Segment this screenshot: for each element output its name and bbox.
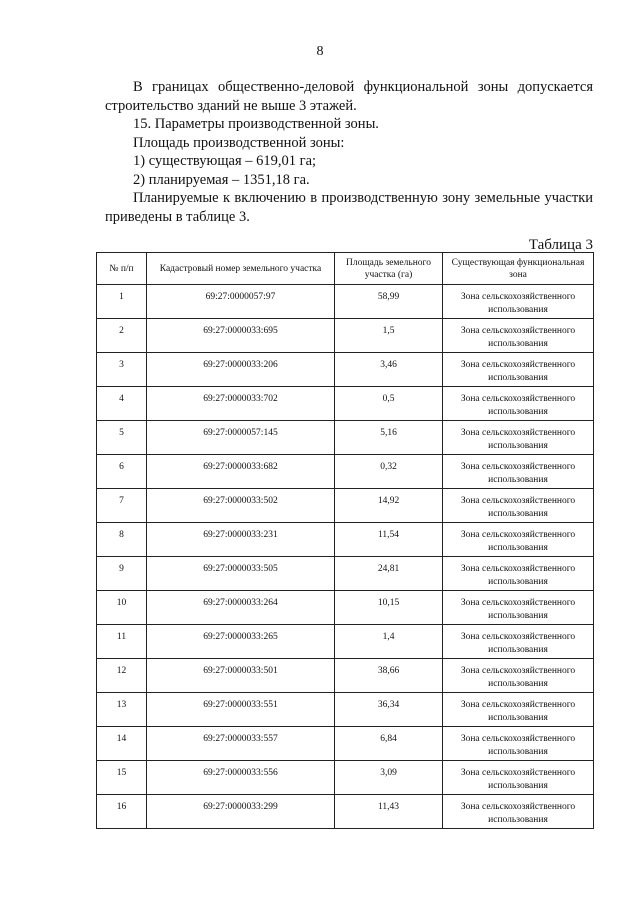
cell-number: 7 <box>97 489 147 523</box>
paragraph-height-limit: В границах общественно-деловой функциональной зоны допускается строительство зданий не выше 3 этажей. <box>105 79 593 114</box>
table-row <box>97 761 594 795</box>
cell-area: 0,5 <box>335 387 443 421</box>
table-row <box>97 285 594 319</box>
cell-cadastral-number: 69:27:0000033:502 <box>147 489 335 523</box>
cell-functional-zone: Зона сельскохозяйственного использования <box>443 693 594 727</box>
cell-number: 13 <box>97 693 147 727</box>
cell-cadastral-number: 69:27:0000033:556 <box>147 761 335 795</box>
cell-functional-zone: Зона сельскохозяйственного использования <box>443 489 594 523</box>
cell-cadastral-number: 69:27:0000033:557 <box>147 727 335 761</box>
cell-functional-zone: Зона сельскохозяйственного использования <box>443 761 594 795</box>
cell-number: 12 <box>97 659 147 693</box>
cell-cadastral-number: 69:27:0000057:97 <box>147 285 335 319</box>
cell-cadastral-number: 69:27:0000033:551 <box>147 693 335 727</box>
table-header-row <box>97 253 594 285</box>
cell-area: 58,99 <box>335 285 443 319</box>
table-row <box>97 319 594 353</box>
cell-cadastral-number: 69:27:0000033:505 <box>147 557 335 591</box>
cell-number: 4 <box>97 387 147 421</box>
cell-area: 10,15 <box>335 591 443 625</box>
cell-functional-zone: Зона сельскохозяйственного использования <box>443 523 594 557</box>
cell-cadastral-number: 69:27:0000033:231 <box>147 523 335 557</box>
table-row <box>97 455 594 489</box>
cell-area: 0,32 <box>335 455 443 489</box>
cell-functional-zone: Зона сельскохозяйственного использования <box>443 659 594 693</box>
cell-area: 3,46 <box>335 353 443 387</box>
page-number: 8 <box>316 44 324 59</box>
header-cadastral-number: Кадастровый номер земельного участка <box>147 253 335 285</box>
cell-functional-zone: Зона сельскохозяйственного использования <box>443 727 594 761</box>
table-body <box>97 285 594 829</box>
cell-area: 5,16 <box>335 421 443 455</box>
cell-cadastral-number: 69:27:0000033:682 <box>147 455 335 489</box>
table-row <box>97 387 594 421</box>
cell-functional-zone: Зона сельскохозяйственного использования <box>443 421 594 455</box>
table-row <box>97 489 594 523</box>
cell-functional-zone: Зона сельскохозяйственного использования <box>443 285 594 319</box>
cell-functional-zone: Зона сельскохозяйственного использования <box>443 795 594 829</box>
cell-functional-zone: Зона сельскохозяйственного использования <box>443 591 594 625</box>
table-row <box>97 591 594 625</box>
cell-area: 36,34 <box>335 693 443 727</box>
cell-area: 6,84 <box>335 727 443 761</box>
cell-cadastral-number: 69:27:0000057:145 <box>147 421 335 455</box>
header-number: № п/п <box>97 253 147 285</box>
cell-functional-zone: Зона сельскохозяйственного использования <box>443 455 594 489</box>
cell-number: 8 <box>97 523 147 557</box>
paragraph-planned-area: 2) планируемая – 1351,18 га. <box>133 171 310 188</box>
cell-number: 16 <box>97 795 147 829</box>
cell-cadastral-number: 69:27:0000033:206 <box>147 353 335 387</box>
cell-area: 24,81 <box>335 557 443 591</box>
table-row <box>97 353 594 387</box>
cell-area: 3,09 <box>335 761 443 795</box>
cell-area: 1,5 <box>335 319 443 353</box>
header-area: Площадь земельного участка (га) <box>335 253 443 285</box>
paragraph-existing-area: 1) существующая – 619,01 га; <box>133 153 317 169</box>
table-row <box>97 659 594 693</box>
cell-number: 15 <box>97 761 147 795</box>
cell-cadastral-number: 69:27:0000033:501 <box>147 659 335 693</box>
cell-cadastral-number: 69:27:0000033:264 <box>147 591 335 625</box>
table-row <box>97 523 594 557</box>
cell-number: 2 <box>97 319 147 353</box>
paragraph-table-reference: Планируемые к включению в производственную зону земельные участки приведены в таблице 3. <box>105 190 593 225</box>
cell-number: 5 <box>97 421 147 455</box>
cell-functional-zone: Зона сельскохозяйственного использования <box>443 319 594 353</box>
cell-functional-zone: Зона сельскохозяйственного использования <box>443 353 594 387</box>
cell-number: 1 <box>97 285 147 319</box>
table-row <box>97 693 594 727</box>
cell-cadastral-number: 69:27:0000033:265 <box>147 625 335 659</box>
cell-number: 3 <box>97 353 147 387</box>
cell-area: 11,43 <box>335 795 443 829</box>
table-row <box>97 625 594 659</box>
paragraph-section-heading: 15. Параметры производственной зоны. <box>133 116 379 132</box>
cell-number: 14 <box>97 727 147 761</box>
cell-cadastral-number: 69:27:0000033:702 <box>147 387 335 421</box>
cell-functional-zone: Зона сельскохозяйственного использования <box>443 557 594 591</box>
cell-number: 9 <box>97 557 147 591</box>
cell-number: 6 <box>97 455 147 489</box>
body-text <box>105 78 593 226</box>
cell-functional-zone: Зона сельскохозяйственного использования <box>443 387 594 421</box>
land-plots-table <box>96 252 594 829</box>
cell-area: 1,4 <box>335 625 443 659</box>
table-row <box>97 421 594 455</box>
table-row <box>97 795 594 829</box>
table-row <box>97 557 594 591</box>
cell-number: 10 <box>97 591 147 625</box>
header-functional-zone: Существующая функциональная зона <box>443 253 594 285</box>
cell-area: 14,92 <box>335 489 443 523</box>
cell-area: 11,54 <box>335 523 443 557</box>
table-row <box>97 727 594 761</box>
table-caption: Таблица 3 <box>528 237 593 253</box>
cell-number: 11 <box>97 625 147 659</box>
paragraph-zone-area: Площадь производственной зоны: <box>133 134 345 151</box>
cell-cadastral-number: 69:27:0000033:695 <box>147 319 335 353</box>
cell-area: 38,66 <box>335 659 443 693</box>
cell-functional-zone: Зона сельскохозяйственного использования <box>443 625 594 659</box>
cell-cadastral-number: 69:27:0000033:299 <box>147 795 335 829</box>
